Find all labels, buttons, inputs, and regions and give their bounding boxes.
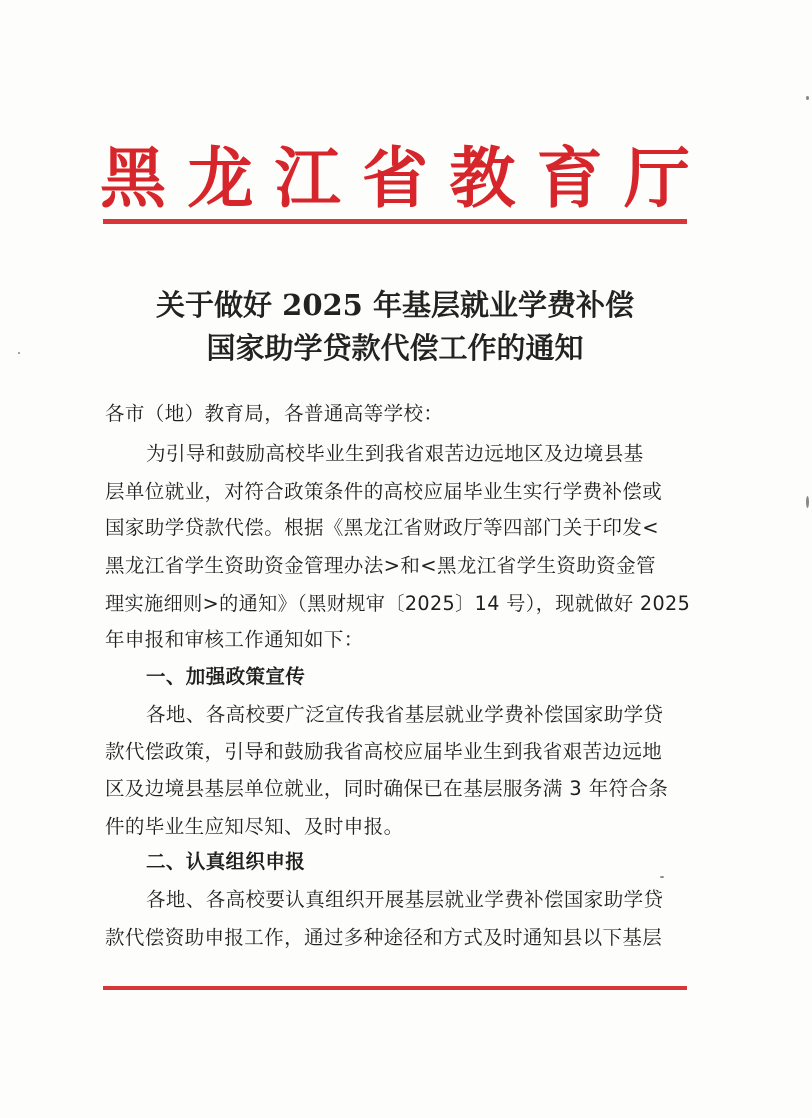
masthead-char: 教 <box>449 139 516 217</box>
paragraph-line: 层单位就业，对符合政策条件的高校应届毕业生实行学费补偿或 <box>105 480 663 503</box>
section-heading: 一、加强政策宣传 <box>146 665 306 688</box>
scan-speck <box>18 352 20 354</box>
masthead-char: 江 <box>274 139 341 217</box>
paragraph-line: 各地、各高校要认真组织开展基层就业学费补偿国家助学贷 <box>146 888 664 911</box>
document-title-line-1: 关于做好 2025 年基层就业学费补偿 <box>156 288 634 322</box>
masthead-char: 育 <box>536 139 603 217</box>
section-heading: 二、认真组织申报 <box>146 850 306 873</box>
paragraph-line: 国家助学贷款代偿。根据《黑龙江省财政厅等四部门关于印发< <box>105 516 660 539</box>
masthead-char: 省 <box>361 139 428 217</box>
masthead-char: 黑 <box>100 139 166 217</box>
salutation: 各市（地）教育局，各普通高等学校： <box>105 402 444 425</box>
paragraph-line: 为引导和鼓励高校毕业生到我省艰苦边远地区及边境县基 <box>146 442 644 465</box>
scan-speck <box>660 876 664 878</box>
document-title-line-2: 国家助学贷款代偿工作的通知 <box>206 331 584 365</box>
paragraph-line: 各地、各高校要广泛宣传我省基层就业学费补偿国家助学贷 <box>146 703 664 726</box>
paragraph-line: 年申报和审核工作通知如下： <box>105 628 364 651</box>
masthead-red-rule <box>103 219 687 224</box>
paragraph-line: 区及边境县基层单位就业，同时确保已在基层服务满 3 年符合条 <box>105 777 669 800</box>
masthead-char: 厅 <box>623 139 690 217</box>
paragraph-line: 理实施细则>的通知》（黑财规审〔2025〕14 号），现就做好 2025 <box>105 592 691 615</box>
paragraph-line: 款代偿资助申报工作，通过多种途径和方式及时通知县以下基层 <box>105 926 663 949</box>
paragraph-line: 黑龙江省学生资助资金管理办法>和<黑龙江省学生资助资金管 <box>105 554 656 577</box>
scan-speck <box>806 496 809 508</box>
masthead-char: 龙 <box>187 139 254 217</box>
paragraph-line: 件的毕业生应知尽知、及时申报。 <box>105 815 404 838</box>
masthead <box>100 138 690 218</box>
paragraph-line: 款代偿政策，引导和鼓励我省高校应届毕业生到我省艰苦边远地 <box>105 740 663 763</box>
footer-red-rule <box>103 986 687 990</box>
scan-speck <box>806 96 809 100</box>
